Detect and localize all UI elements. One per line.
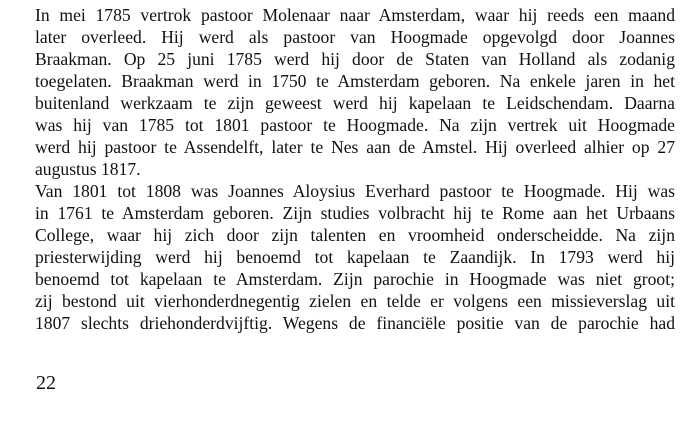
page-number: 22 [36, 372, 56, 394]
text-line: priesterwijding werd hij benoemd tot kapelaan te Zaandijk. In 1793 werd hij [35, 247, 675, 267]
text-line: werd hij pastoor te Assendelft, later te Nes aan de Amstel. Hij overleed alhier op 27 [35, 137, 675, 157]
paragraph-1 [35, 4, 675, 180]
text-line: later overleed. Hij werd als pastoor van Hoogmade opgevolgd door Joannes [35, 27, 675, 47]
text-line: in 1761 te Amsterdam geboren. Zijn studies volbracht hij te Rome aan het Urbaans [35, 203, 675, 223]
text-line: toegelaten. Braakman werd in 1750 te Amsterdam geboren. Na enkele jaren in het [35, 71, 675, 91]
text-line: buitenland werkzaam te zijn geweest werd hij kapelaan te Leidschendam. Daarna [35, 93, 675, 113]
text-line: augustus 1817. [35, 159, 141, 179]
text-line: Van 1801 tot 1808 was Joannes Aloysius Everhard pastoor te Hoogmade. Hij was [35, 181, 675, 201]
text-line: 1807 slechts driehonderdvijftig. Wegens de financiële positie van de parochie had [35, 313, 675, 333]
text-line: In mei 1785 vertrok pastoor Molenaar naar Amsterdam, waar hij reeds een maand [35, 5, 675, 25]
paragraph-2 [35, 180, 675, 334]
text-line: benoemd tot kapelaan te Amsterdam. Zijn parochie in Hoogmade was niet groot; [35, 269, 675, 289]
text-line: zij bestond uit vierhonderdnegentig zielen en telde er volgens een missieverslag uit [35, 291, 675, 311]
text-line: was hij van 1785 tot 1801 pastoor te Hoogmade. Na zijn vertrek uit Hoogmade [35, 115, 675, 135]
document-page [35, 4, 675, 334]
text-line: Braakman. Op 25 juni 1785 werd hij door de Staten van Holland als zodanig [35, 49, 675, 69]
text-line: College, waar hij zich door zijn talenten en vroomheid onderscheidde. Na zijn [35, 225, 675, 245]
